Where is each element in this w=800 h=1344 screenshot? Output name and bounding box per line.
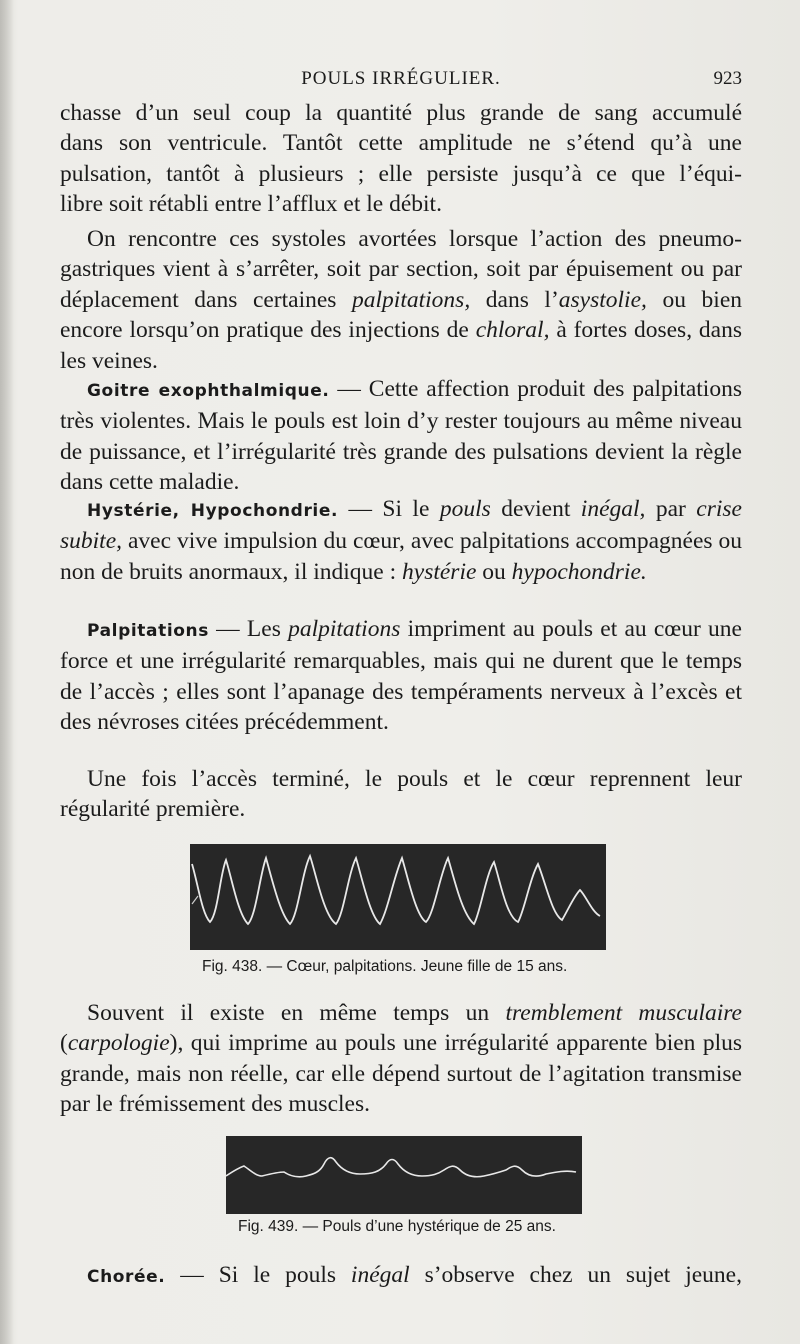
paragraph-text: Hystérie, Hypochondrie. — Si le pouls devient inégal, par crise subite, avec vive impulsion du cœur, avec palpitations accompagnées ou non de bruits anormaux, il indique : hystérie ou hypochondrie. [60,496,742,585]
section-heading: Hystérie, Hypochondrie. [87,501,339,521]
section-palpitations [60,614,742,738]
figure-439-pulse-trace [226,1136,582,1214]
paragraph-text: Palpitations — Les palpitations impriment au pouls et au cœur une force et une irrégularité remarquables, mais qui ne durent que le temps de l’accès ; elles sont l’apanage des tempéraments nerveux à l’excès et des névroses citées précédemment. [60,616,742,736]
page-gutter-shadow [0,0,14,1344]
paragraph-text: Une fois l’accès terminé, le pouls et le cœur reprennent leur régularité première. [60,766,742,823]
paragraph-text: On rencontre ces systoles avortées lorsque l’action des pneumo-gastriques vient à s’arrêter, soit par section, soit par épuisement ou par déplacement dans certaines palpitations, dans l’asystolie, ou bien encore lorsqu’on pratique des injections de chloral, à fortes doses, dans les veines. [60,226,742,374]
paragraph-text: Souvent il existe en même temps un tremblement musculaire (carpologie), qui imprime au pouls une irrégularité apparente bien plus grande, mais non réelle, car elle dépend surtout de l’agitation transmise par le frémissement des muscles. [60,1000,742,1118]
paragraph-continuation [60,98,742,220]
figure-438-pulse-trace [190,844,606,950]
pulse-trace-image [190,844,606,950]
paragraph-systoles [60,224,742,376]
section-heading: Chorée. [87,1267,166,1287]
pulse-trace-image [226,1136,582,1214]
running-title: POULS IRRÉGULIER. [301,68,501,89]
section-choree [60,1260,742,1292]
paragraph-regularite [60,764,742,825]
text-line: dans son ventricule. Tantôt cette amplitude ne s’étend qu’à une [60,130,742,157]
page-number: 923 [713,68,742,89]
paragraph-text: Goitre exophthalmique. — Cette affection produit des palpitations très violentes. Mais le pouls est loin d’y rester toujours au même niveau de puissance, et l’irrégularité très grande des pulsations devient la règle dans cette maladie. [60,376,742,496]
section-goitre [60,374,742,498]
figure-438-caption: Fig. 438. — Cœur, palpitations. Jeune fille de 15 ans. [202,958,568,975]
text-line: libre soit rétabli entre l’afflux et le débit. [60,191,442,218]
text-line: pulsation, tantôt à plusieurs ; elle persiste jusqu’à ce que l’équi- [60,160,742,187]
page-header [60,68,742,94]
text-line: chasse d’un seul coup la quantité plus grande de sang accumulé [60,100,742,126]
section-hysterie [60,494,742,587]
paragraph-tremblement [60,998,742,1120]
figure-439-caption: Fig. 439. — Pouls d’une hystérique de 25 ans. [238,1218,556,1235]
paragraph-text: Chorée. — Si le pouls inégal s’observe chez un sujet jeune, [87,1262,742,1288]
section-heading: Palpitations [87,621,209,641]
section-heading: Goitre exophthalmique. [87,381,330,401]
